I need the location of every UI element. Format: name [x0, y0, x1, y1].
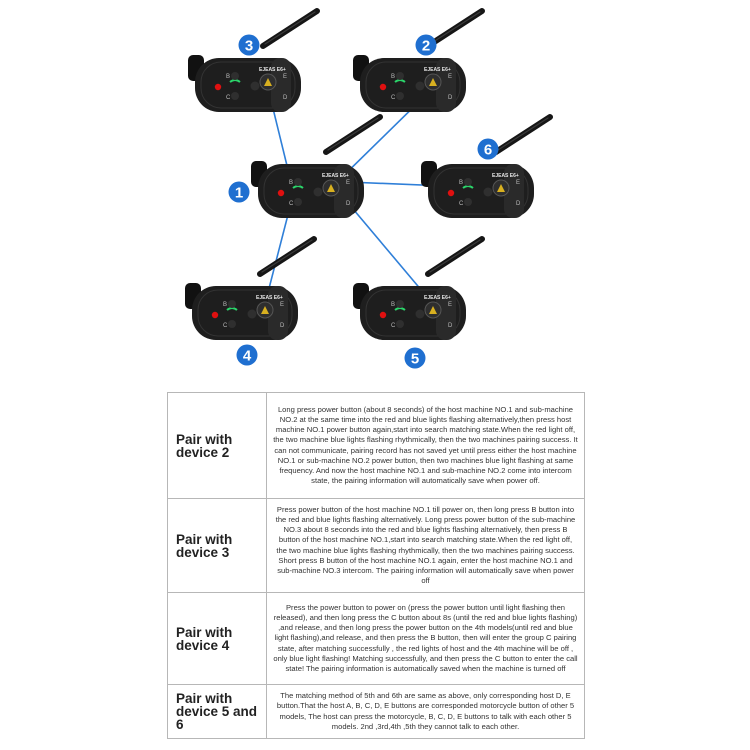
row-description: Press the power button to power on (press the power button until light flashing then released), and then long press the C button about 8s (until the red and blue lights flashing) ,and release, and then long press the power button on the 4th models(until red and blue light flashing),and release, and then press the B button, then will enter the group C pairing state, after matching successfully , the red lights of host and the 4th machine will be off , only blue light flashing! Matching successfully, and then press the C button to enter the call state! The pairing information is automatically saved when the machine is turned off [267, 593, 585, 685]
button-letter-e: E [448, 74, 453, 80]
svg-text:6: 6 [483, 141, 493, 159]
button-letter-b: B [226, 74, 231, 80]
intercom-device-4 [185, 239, 314, 340]
intercom-device-1 [251, 117, 380, 218]
table-row [168, 685, 585, 739]
button-letter-e: E [448, 302, 453, 308]
button-letter-c: C [391, 323, 396, 329]
device-number-badge-3 [239, 35, 260, 56]
button-letter-b: B [289, 180, 294, 186]
table-row [168, 499, 585, 593]
button-letter-e: E [283, 74, 288, 80]
intercom-device-6 [421, 117, 550, 218]
svg-text:1: 1 [234, 184, 244, 202]
button-letter-e: E [346, 180, 351, 186]
button-letter-d: D [448, 323, 453, 329]
button-letter-b: B [223, 302, 228, 308]
row-description: Long press power button (about 8 seconds) of the host machine NO.1 and sub-machine NO.2 at the same time into the red and blue lights flashing alternatively,then press host machine NO.1 power button again,start into search matching state.When the red light off, the two machine blue lights flashing rhythmically, then the two machines pairing success. It can not communicate, pairing record has not saved yet until press either the host machine NO.1 or sub-machine NO.2 power button, then two machines blue light flashing at same frequency. And now the host machine NO.1 and sub-machine NO.2 come into intercom state, the pairing information will automatically save when power off. [267, 393, 585, 499]
device-number-badge-5 [405, 348, 426, 369]
intercom-device-2 [353, 11, 482, 112]
intercom-device-3 [188, 11, 317, 112]
device-number-badge-4 [237, 345, 258, 366]
button-letter-d: D [346, 201, 351, 207]
row-label: Pair with device 4 [168, 593, 267, 685]
row-label: Pair with device 2 [168, 393, 267, 499]
intercom-device-5 [353, 239, 482, 340]
button-letter-c: C [289, 201, 294, 207]
svg-text:4: 4 [242, 347, 252, 365]
button-letter-e: E [516, 180, 521, 186]
svg-text:2: 2 [421, 37, 431, 55]
svg-text:3: 3 [244, 37, 254, 55]
button-letter-d: D [448, 95, 453, 101]
button-letter-d: D [280, 323, 285, 329]
device-number-badge-2 [416, 35, 437, 56]
row-label: Pair with device 3 [168, 499, 267, 593]
row-description: Press power button of the host machine NO.1 till power on, then long press B button into the red and blue lights flashing alternatively. Long press power button of the sub-machine NO.3 about 8 seconds into the red and blue lights flashing alternatively, then press B button of the host machine NO.1,start into search matching state.When the red light off, the two machine blue lights flashing rhythmically, then the two machines pairing success. Short press B button of the host machine NO.1 again, enter the host machine NO.1 and sub-machine NO.3 intercom. The pairing information will automatically save when power off [267, 499, 585, 593]
device-model-label: EJEAS E6+ [322, 173, 349, 179]
button-letter-e: E [280, 302, 285, 308]
device-number-badge-6 [478, 139, 499, 160]
row-label: Pair with device 5 and 6 [168, 685, 267, 739]
table-row [168, 393, 585, 499]
device-model-label: EJEAS E6+ [424, 295, 451, 301]
device-model-label: EJEAS E6+ [256, 295, 283, 301]
button-letter-b: B [391, 74, 396, 80]
row-description: The matching method of 5th and 6th are same as above, only corresponding host D, E button.That the host A, B, C, D, E buttons are corresponded motorcycle button of other 5 models, The host can press the motorcycle, B, C, D, E buttons to talk with each other 5 models. 2nd ,3rd,4th ,5th they cannot talk to each other. [267, 685, 585, 739]
device-number-badge-1 [229, 182, 250, 203]
svg-text:5: 5 [410, 350, 420, 368]
table-row [168, 593, 585, 685]
device-model-label: EJEAS E6+ [259, 67, 286, 73]
button-letter-c: C [391, 95, 396, 101]
button-letter-c: C [226, 95, 231, 101]
button-letter-b: B [459, 180, 464, 186]
button-letter-c: C [459, 201, 464, 207]
button-letter-b: B [391, 302, 396, 308]
button-letter-d: D [516, 201, 521, 207]
device-model-label: EJEAS E6+ [492, 173, 519, 179]
button-letter-c: C [223, 323, 228, 329]
button-letter-d: D [283, 95, 288, 101]
pairing-instructions-table [167, 392, 585, 739]
device-model-label: EJEAS E6+ [424, 67, 451, 73]
